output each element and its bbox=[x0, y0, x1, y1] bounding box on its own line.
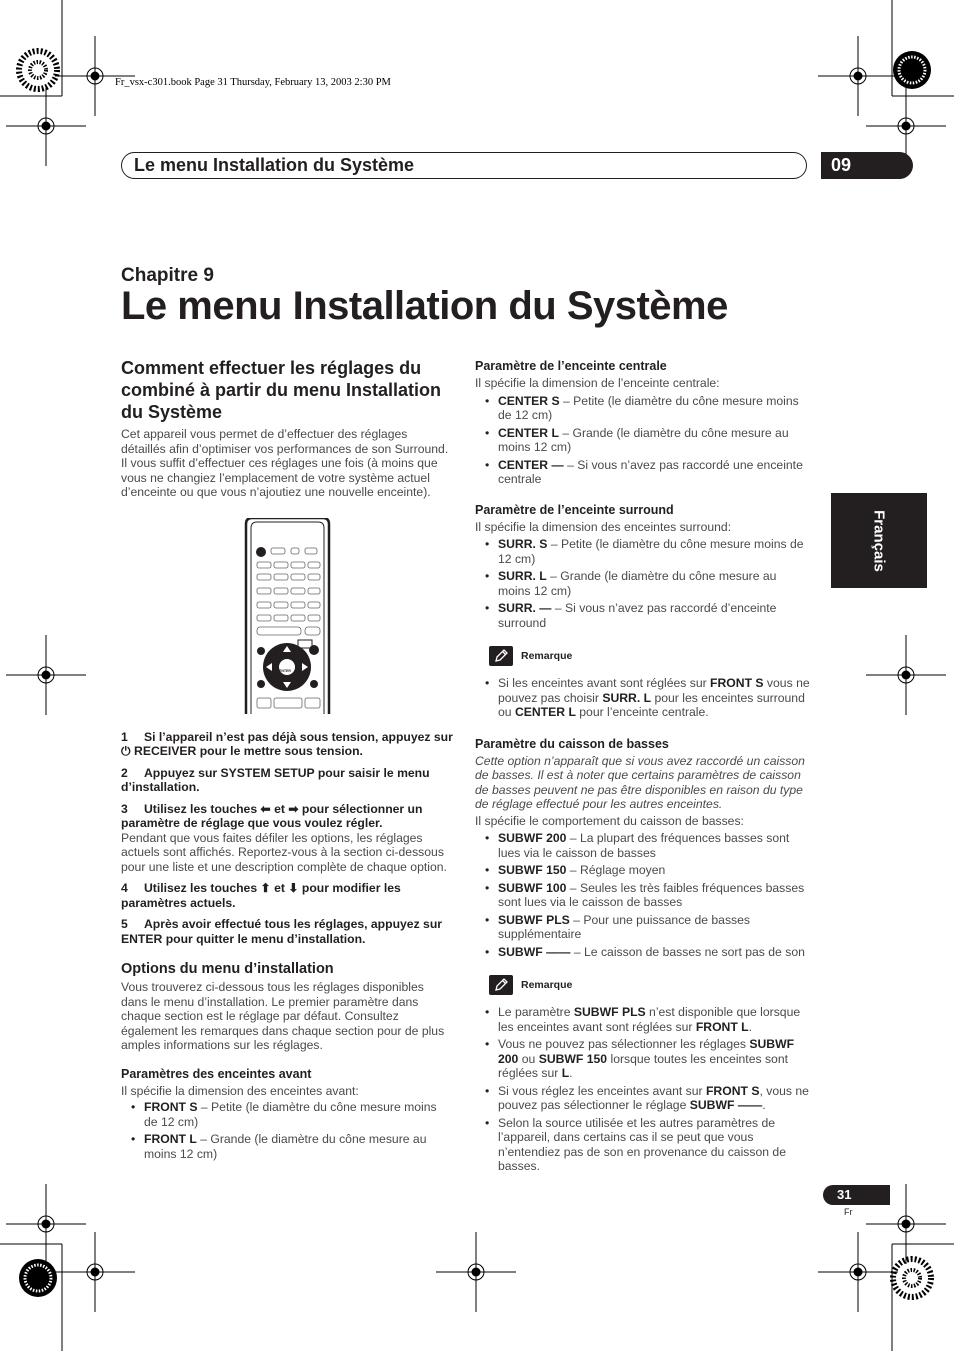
item-desc: – Pour une puissance de basses supplémentaire bbox=[498, 912, 751, 941]
list-item bbox=[475, 537, 810, 566]
pencil-icon bbox=[489, 975, 513, 995]
list-item bbox=[475, 458, 810, 487]
note-keyword: FRONT S bbox=[710, 676, 764, 690]
step-instruction: Après avoir effectué tous les réglages, appuyez sur ENTER pour quitter le menu d’installation. bbox=[121, 917, 443, 946]
front-speakers-intro: Il spécifie la dimension des enceintes avant: bbox=[121, 1083, 359, 1098]
list-item bbox=[475, 601, 810, 630]
item-desc: – Petite (le diamètre du cône mesure moins de 12 cm) bbox=[144, 1100, 437, 1129]
item-desc: – Seules les très faibles fréquences basses sont lues via le caisson de basses bbox=[498, 880, 805, 909]
note-item bbox=[475, 1084, 810, 1113]
item-key: CENTER L bbox=[498, 425, 559, 440]
page-language: Fr bbox=[844, 1207, 853, 1217]
step-text bbox=[121, 766, 453, 795]
language-tab-label: Français bbox=[870, 509, 888, 572]
item-key: CENTER S bbox=[498, 393, 560, 408]
item-desc: – Réglage moyen bbox=[566, 863, 666, 877]
step-number: 5 bbox=[121, 917, 128, 931]
subwoofer-list bbox=[475, 831, 810, 959]
section-heading: Comment effectuer les réglages du combiné à partir du menu Installation du Système bbox=[121, 358, 442, 422]
front-speakers-list bbox=[121, 1100, 453, 1161]
item-key: SUBWF 100 bbox=[498, 880, 567, 895]
note-keyword: SUBWF 200 bbox=[498, 1037, 795, 1066]
options-paragraph: Vous trouverez ci-dessous tous les réglages disponibles dans le menu d’installation. Le premier paramètre dans chaque section est le réglage par défaut. Consultez également les remarques dans chaque section pour de plus amples informations sur les réglages. bbox=[121, 980, 445, 1052]
header-title: Le menu Installation du Système bbox=[134, 155, 415, 175]
step-text bbox=[121, 881, 453, 910]
note-1 bbox=[475, 676, 810, 720]
chapter-number-badge: 09 bbox=[821, 152, 913, 179]
note-keyword: L bbox=[561, 1066, 570, 1080]
step-detail: Pendant que vous faites défiler les options, les réglages actuels sont affichés. Reportez-vous à la section ci-dessous pour une liste et une description complète de chaque option. bbox=[121, 830, 447, 874]
page-number: 31 bbox=[823, 1185, 890, 1205]
item-desc: – Si vous n’avez pas raccordé d’enceinte surround bbox=[498, 601, 777, 630]
step-number: 3 bbox=[121, 801, 128, 816]
chapter-label: Chapitre 9 bbox=[121, 265, 214, 286]
note-keyword: SUBWF PLS bbox=[573, 1005, 646, 1019]
note-text: . bbox=[569, 1066, 573, 1080]
note-keyword: FRONT S bbox=[705, 1083, 760, 1098]
center-speaker-intro: Il spécifie la dimension de l’enceinte centrale: bbox=[475, 376, 720, 390]
options-heading: Options du menu d’installation bbox=[121, 961, 334, 977]
note-text: lorsque toutes les enceintes sont réglées sur bbox=[498, 1051, 788, 1080]
note-text: vous ne pouvez pas choisir bbox=[498, 676, 810, 705]
remote-enter-label: ENTER bbox=[279, 668, 291, 673]
note-header bbox=[489, 646, 810, 666]
step-item bbox=[121, 766, 453, 795]
note-item bbox=[475, 1005, 810, 1034]
item-key: FRONT S bbox=[144, 1100, 198, 1114]
item-key: SURR. L bbox=[498, 569, 547, 583]
step-instruction: Utilisez les touches ⬆ et ⬇ pour modifier les paramètres actuels. bbox=[121, 881, 401, 910]
item-desc: – Grande (le diamètre du cône mesure au moins 12 cm) bbox=[144, 1132, 427, 1161]
step-instruction: Si l’appareil n’est pas déjà sous tension, appuyez sur ⏻ RECEIVER pour le mettre sous tension. bbox=[121, 729, 453, 758]
language-tab bbox=[831, 493, 927, 588]
print-info-line: Fr_vsx-c301.book Page 31 Thursday, February 13, 2003 2:30 PM bbox=[115, 77, 391, 88]
note-text: n’est disponible que lorsque les enceintes avant sont réglées sur bbox=[498, 1005, 801, 1034]
list-item bbox=[475, 881, 810, 910]
item-key: SUBWF —— bbox=[498, 944, 571, 959]
item-key: SURR. S bbox=[498, 537, 548, 551]
item-key: FRONT L bbox=[144, 1132, 197, 1146]
item-key: SUBWF PLS bbox=[498, 912, 570, 927]
list-item bbox=[475, 945, 810, 960]
surround-speaker-heading: Paramètre de l’enceinte surround bbox=[475, 502, 674, 517]
note-item bbox=[475, 1116, 810, 1174]
left-column bbox=[121, 357, 453, 1161]
step-item bbox=[121, 802, 453, 875]
note-keyword: SUBWF 150 bbox=[538, 1051, 608, 1066]
note-item bbox=[475, 676, 810, 720]
note-text: Vous ne pouvez pas sélectionner les réglages bbox=[498, 1037, 750, 1051]
list-item bbox=[475, 831, 810, 860]
item-desc: – La plupart des fréquences basses sont lues via le caisson de basses bbox=[498, 831, 790, 860]
front-speakers-heading: Paramètres des enceintes avant bbox=[121, 1066, 312, 1081]
surround-speaker-intro: Il spécifie la dimension des enceintes surround: bbox=[475, 519, 732, 534]
page-title: Le menu Installation du Système bbox=[121, 284, 728, 328]
note-text: Selon la source utilisée et les autres paramètres de l’appareil, dans certains cas il se peut que vous n’entendiez pas de son en provenance du caisson de basses. bbox=[498, 1115, 786, 1173]
note-2 bbox=[475, 1005, 810, 1174]
item-desc: – Petite (le diamètre du cône mesure moins de 12 cm) bbox=[498, 537, 804, 566]
right-column bbox=[475, 359, 810, 1174]
note-keyword: SUBWF —— bbox=[689, 1098, 763, 1112]
remote-control-image bbox=[121, 518, 453, 714]
list-item bbox=[475, 426, 810, 455]
center-speaker-heading: Paramètre de l’enceinte centrale bbox=[475, 359, 667, 373]
note-label-2: Remarque bbox=[521, 978, 573, 991]
note-keyword: SURR. L bbox=[602, 690, 652, 705]
step-number: 2 bbox=[121, 765, 128, 780]
note-text: pour l’enceinte centrale. bbox=[575, 705, 709, 719]
item-desc: – Grande (le diamètre du cône mesure au moins 12 cm) bbox=[498, 569, 777, 598]
note-keyword: CENTER L bbox=[514, 705, 576, 719]
note-item bbox=[475, 1037, 810, 1081]
note-label: Remarque bbox=[521, 649, 573, 662]
item-desc: – Si vous n’avez pas raccordé une enceinte centrale bbox=[498, 457, 803, 486]
item-key: SURR. — bbox=[498, 601, 552, 615]
step-text bbox=[121, 730, 453, 759]
list-item bbox=[475, 569, 810, 598]
note-text: . bbox=[748, 1019, 753, 1034]
subwoofer-italic-note: Cette option n’apparaît que si vous avez raccordé un caisson de basses. Il est à noter que certains paramètres de caisson de basses peuvent ne pas être disponibles en raison du type de réglage effectué pour les autres enceintes. bbox=[475, 753, 805, 811]
pencil-icon bbox=[489, 646, 513, 666]
list-item bbox=[475, 394, 810, 423]
list-item bbox=[475, 863, 810, 878]
note-text: , vous ne pouvez pas sélectionner le réglage bbox=[498, 1083, 809, 1112]
item-key: SUBWF 150 bbox=[498, 863, 567, 877]
step-instruction: Utilisez les touches ⬅ et ➡ pour sélectionner un paramètre de réglage que vous voulez régler. bbox=[121, 801, 423, 830]
step-text bbox=[121, 802, 453, 831]
item-key: SUBWF 200 bbox=[498, 831, 567, 845]
step-item bbox=[121, 730, 453, 759]
list-item bbox=[121, 1100, 453, 1129]
note-text: Si les enceintes avant sont réglées sur bbox=[498, 676, 711, 690]
subwoofer-heading: Paramètre du caisson de basses bbox=[475, 736, 669, 751]
note-keyword: FRONT L bbox=[695, 1019, 749, 1034]
list-item bbox=[475, 913, 810, 942]
step-number: 1 bbox=[121, 729, 128, 744]
surround-speaker-list bbox=[475, 537, 810, 630]
item-desc: – Grande (le diamètre du cône mesure au moins 12 cm) bbox=[498, 425, 789, 454]
step-item bbox=[121, 881, 453, 910]
intro-paragraph: Cet appareil vous permet de d’effectuer des réglages détaillés afin d’optimiser vos performances de son Surround. Il vous suffit d’effectuer ces réglages une fois (à moins que vous ne changiez l’emplacement de votre système actuel d’enceinte ou que vous n’ajoutiez une nouvelle enceinte). bbox=[121, 427, 449, 499]
step-text bbox=[121, 917, 453, 946]
item-key: CENTER — bbox=[498, 457, 564, 472]
note-text: Le paramètre bbox=[498, 1005, 574, 1019]
center-speaker-list bbox=[475, 394, 810, 487]
note-text: pour les enceintes surround ou bbox=[498, 690, 805, 719]
note-text: ou bbox=[518, 1051, 539, 1066]
note-text: . bbox=[762, 1098, 766, 1112]
note-header-2 bbox=[489, 975, 810, 995]
item-desc: – Petite (le diamètre du cône mesure moins de 12 cm) bbox=[498, 393, 799, 422]
subwoofer-intro: Il spécifie le comportement du caisson de basses: bbox=[475, 813, 744, 828]
steps-list bbox=[121, 730, 453, 947]
item-desc: – Le caisson de basses ne sort pas de son bbox=[570, 944, 805, 959]
step-number: 4 bbox=[121, 881, 128, 895]
list-item bbox=[121, 1132, 453, 1161]
note-text: Si vous réglez les enceintes avant sur bbox=[498, 1083, 706, 1098]
step-item bbox=[121, 917, 453, 946]
step-instruction: Appuyez sur SYSTEM SETUP pour saisir le menu d’installation. bbox=[121, 765, 430, 794]
